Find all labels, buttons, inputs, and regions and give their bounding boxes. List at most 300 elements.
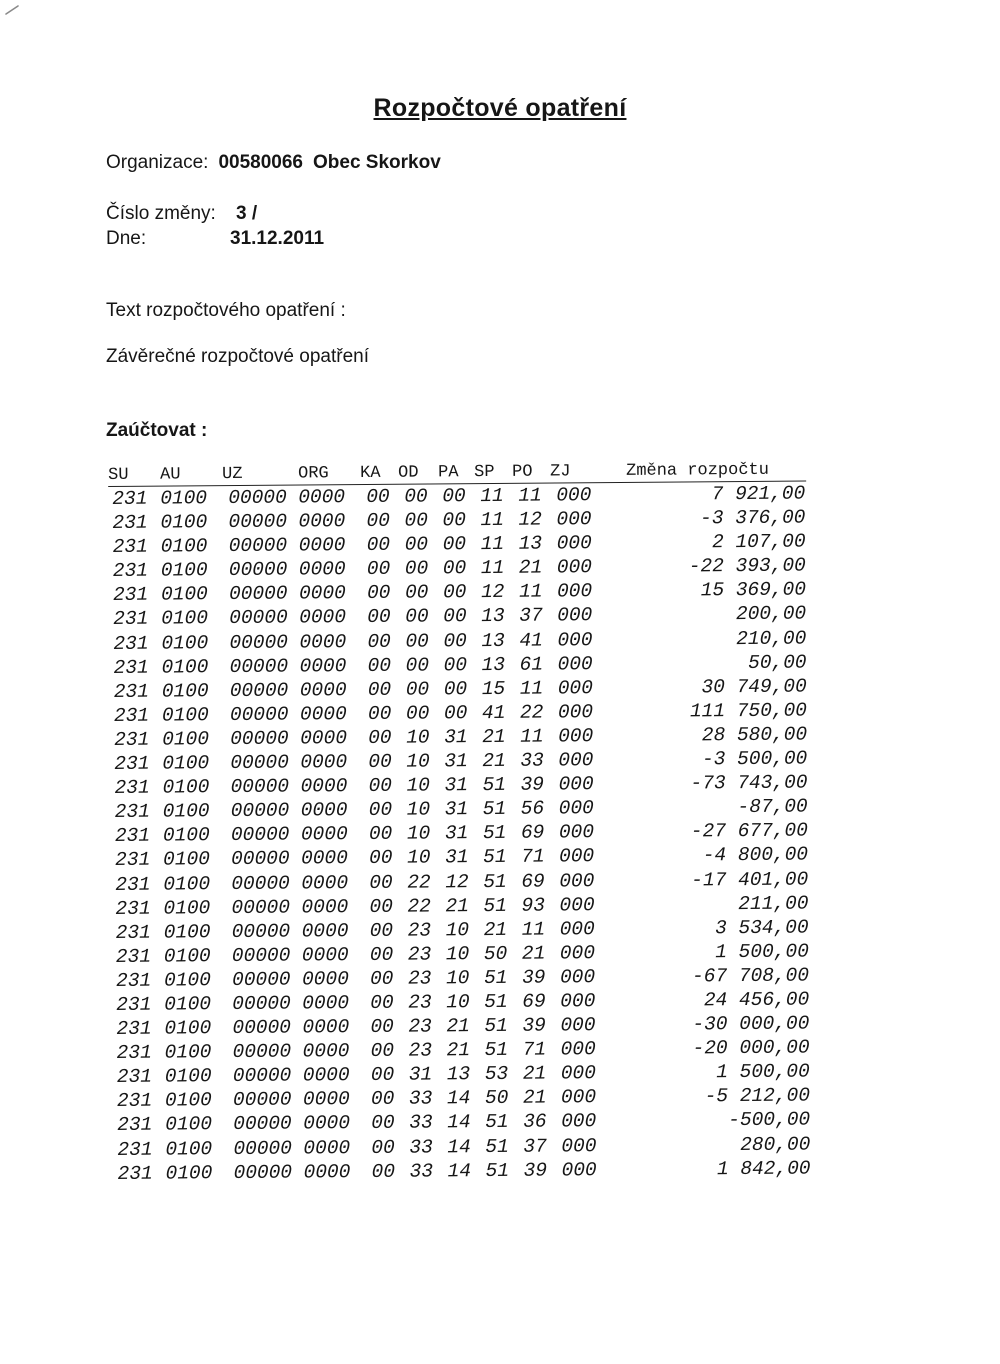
cell-sp: 13 xyxy=(481,653,506,676)
cell-org: 0000 xyxy=(300,727,348,750)
date-line xyxy=(106,228,325,250)
cell-au: 0100 xyxy=(163,896,211,920)
cell-pa: 21 xyxy=(446,1039,471,1062)
date-label: Dne: xyxy=(106,228,147,249)
cell-zj: 000 xyxy=(559,869,595,892)
cell-zj: 000 xyxy=(556,532,592,555)
table-body xyxy=(108,482,818,1186)
cell-budget-change: 15 369,00 xyxy=(700,578,807,602)
cell-au: 0100 xyxy=(161,704,209,727)
change-number-line xyxy=(106,203,258,225)
cell-po: 21 xyxy=(522,1062,547,1086)
cell-uz: 00000 xyxy=(233,1113,292,1136)
cell-ka: 00 xyxy=(370,991,394,1014)
cell-po: 22 xyxy=(519,701,544,724)
cell-po: 93 xyxy=(521,894,545,917)
cell-po: 41 xyxy=(519,629,543,652)
cell-su: 231 xyxy=(116,1065,153,1089)
cell-od: 23 xyxy=(407,919,432,942)
cell-su: 231 xyxy=(113,704,150,727)
cell-pa: 10 xyxy=(445,942,470,966)
cell-pa: 13 xyxy=(446,1063,471,1086)
cell-ka: 00 xyxy=(369,847,393,870)
cell-org: 0000 xyxy=(302,1088,350,1111)
cell-sp: 51 xyxy=(482,822,507,845)
cell-uz: 00000 xyxy=(233,1161,293,1184)
cell-pa: 12 xyxy=(445,870,469,893)
cell-ka: 00 xyxy=(367,702,392,725)
date-value: 31.12.2011 xyxy=(230,228,325,249)
cell-su: 231 xyxy=(116,1017,152,1041)
cell-uz: 00000 xyxy=(230,775,290,799)
cell-su: 231 xyxy=(115,969,152,992)
cell-uz: 00000 xyxy=(231,896,291,919)
cell-budget-change: 28 580,00 xyxy=(701,723,808,747)
cell-uz: 00000 xyxy=(230,823,290,847)
cell-od: 22 xyxy=(407,895,431,918)
cell-po: 37 xyxy=(519,605,543,628)
cell-ka: 00 xyxy=(367,678,392,701)
cell-su: 231 xyxy=(113,632,149,655)
cell-org: 0000 xyxy=(300,799,348,822)
cell-zj: 000 xyxy=(556,484,592,507)
cell-au: 0100 xyxy=(160,487,208,510)
cell-ka: 00 xyxy=(368,750,392,773)
cell-po: 71 xyxy=(521,845,545,869)
cell-od: 22 xyxy=(407,870,431,894)
cell-au: 0100 xyxy=(162,752,210,775)
measure-text-label: Text rozpočtového opatření : xyxy=(106,300,346,321)
cell-po: 69 xyxy=(522,990,546,1013)
cell-au: 0100 xyxy=(162,800,210,823)
cell-su: 231 xyxy=(117,1114,153,1137)
cell-zj: 000 xyxy=(556,556,593,579)
cell-sp: 41 xyxy=(481,701,506,724)
cell-org: 0000 xyxy=(298,534,346,557)
cell-uz: 00000 xyxy=(232,992,291,1016)
cell-zj: 000 xyxy=(557,604,593,627)
cell-zj: 000 xyxy=(561,1110,597,1133)
cell-zj: 000 xyxy=(557,628,593,652)
cell-ka: 00 xyxy=(366,533,391,557)
cell-zj: 000 xyxy=(558,725,594,748)
cell-ka: 00 xyxy=(370,1015,394,1039)
cell-ka: 00 xyxy=(366,509,390,533)
cell-ka: 00 xyxy=(367,606,391,629)
cell-pa: 00 xyxy=(443,653,468,677)
cell-sp: 51 xyxy=(484,990,508,1014)
cell-au: 0100 xyxy=(163,969,211,992)
cell-ka: 00 xyxy=(369,943,394,966)
cell-sp: 51 xyxy=(483,870,507,893)
cell-au: 0100 xyxy=(163,872,211,896)
cell-od: 00 xyxy=(404,533,429,556)
cell-sp: 51 xyxy=(483,966,508,989)
cell-pa: 00 xyxy=(442,581,467,604)
cell-pa: 00 xyxy=(443,629,467,652)
cell-sp: 11 xyxy=(480,484,504,508)
cell-org: 0000 xyxy=(299,606,347,629)
cell-su: 231 xyxy=(114,728,150,751)
cell-pa: 14 xyxy=(447,1159,472,1182)
cell-au: 0100 xyxy=(164,993,212,1016)
cell-uz: 00000 xyxy=(231,847,290,871)
cell-po: 69 xyxy=(520,821,545,845)
header-uz: UZ xyxy=(222,464,243,485)
header-zj: ZJ xyxy=(550,462,571,482)
cell-sp: 21 xyxy=(483,918,508,941)
cell-od: 00 xyxy=(405,630,429,653)
posting-table xyxy=(108,456,819,1186)
cell-od: 33 xyxy=(409,1111,433,1135)
cell-od: 23 xyxy=(408,1039,433,1062)
cell-ka: 00 xyxy=(368,774,393,798)
cell-od: 10 xyxy=(406,774,431,797)
cell-org: 0000 xyxy=(301,895,349,919)
cell-uz: 00000 xyxy=(230,727,289,750)
cell-au: 0100 xyxy=(161,655,209,679)
header-pa: PA xyxy=(438,463,459,483)
cell-au: 0100 xyxy=(164,1041,212,1064)
cell-budget-change: -4 800,00 xyxy=(702,843,809,867)
cell-ka: 00 xyxy=(366,485,390,508)
cell-po: 36 xyxy=(523,1111,547,1134)
cell-au: 0100 xyxy=(165,1161,213,1185)
cell-po: 39 xyxy=(520,773,545,796)
cell-sp: 51 xyxy=(484,1039,509,1062)
cell-zj: 000 xyxy=(558,773,594,796)
cell-uz: 00000 xyxy=(231,920,291,943)
cell-od: 10 xyxy=(406,726,430,749)
cell-zj: 000 xyxy=(559,966,596,989)
cell-od: 10 xyxy=(406,798,431,821)
cell-au: 0100 xyxy=(163,848,211,871)
cell-od: 23 xyxy=(407,967,432,990)
cell-po: 39 xyxy=(523,1159,548,1182)
cell-od: 00 xyxy=(405,605,429,629)
cell-sp: 11 xyxy=(480,508,504,532)
cell-su: 231 xyxy=(112,584,149,607)
cell-au: 0100 xyxy=(162,824,210,847)
cell-od: 00 xyxy=(404,581,429,605)
cell-sp: 50 xyxy=(483,942,508,965)
cell-budget-change: 200,00 xyxy=(735,602,807,626)
cell-org: 0000 xyxy=(298,510,346,533)
cell-ka: 00 xyxy=(370,1064,395,1087)
cell-org: 0000 xyxy=(301,847,349,870)
cell-org: 0000 xyxy=(300,775,348,798)
organization-name: Obec Skorkov xyxy=(313,152,441,173)
cell-od: 23 xyxy=(408,991,432,1014)
header-od: OD xyxy=(398,463,419,483)
cell-sp: 11 xyxy=(480,557,505,580)
cell-su: 231 xyxy=(114,776,150,800)
cell-ka: 00 xyxy=(368,823,393,846)
cell-zj: 000 xyxy=(559,917,595,941)
cell-au: 0100 xyxy=(164,1017,212,1040)
cell-od: 23 xyxy=(407,943,432,966)
cell-sp: 13 xyxy=(481,605,505,628)
cell-zj: 000 xyxy=(556,508,592,531)
cell-au: 0100 xyxy=(161,679,209,703)
cell-budget-change: 211,00 xyxy=(738,892,809,915)
cell-su: 231 xyxy=(112,487,148,510)
cell-au: 0100 xyxy=(161,607,209,631)
cell-od: 23 xyxy=(408,1015,432,1038)
cell-org: 0000 xyxy=(300,823,348,846)
cell-ka: 00 xyxy=(370,1088,395,1111)
cell-po: 12 xyxy=(518,508,542,531)
cell-zj: 000 xyxy=(561,1134,597,1157)
pen-stroke-mark xyxy=(4,2,44,16)
cell-sp: 12 xyxy=(480,581,505,604)
cell-pa: 10 xyxy=(445,967,470,990)
change-number-value: 3 / xyxy=(236,203,258,224)
cell-ka: 00 xyxy=(368,726,392,749)
cell-sp: 53 xyxy=(484,1063,509,1086)
cell-uz: 00000 xyxy=(229,655,289,678)
cell-pa: 31 xyxy=(444,726,468,749)
cell-od: 31 xyxy=(408,1063,433,1086)
cell-po: 21 xyxy=(518,556,543,580)
cell-sp: 51 xyxy=(483,846,507,869)
cell-zj: 000 xyxy=(557,676,593,700)
cell-au: 0100 xyxy=(160,511,208,534)
cell-au: 0100 xyxy=(160,583,208,606)
cell-ka: 00 xyxy=(368,798,393,822)
cell-po: 21 xyxy=(522,1086,547,1110)
cell-zj: 000 xyxy=(560,990,596,1013)
cell-sp: 51 xyxy=(485,1159,510,1182)
cell-od: 00 xyxy=(404,509,428,532)
cell-budget-change: 7 921,00 xyxy=(711,482,806,506)
cell-pa: 31 xyxy=(444,774,469,797)
cell-org: 0000 xyxy=(299,654,347,678)
cell-po: 13 xyxy=(518,532,543,555)
document-title: Rozpočtové opatření xyxy=(373,94,627,122)
cell-po: 11 xyxy=(519,677,544,700)
header-su: SU xyxy=(108,465,129,485)
cell-ka: 00 xyxy=(369,871,393,894)
header-budget-change: Změna rozpočtu xyxy=(626,460,769,481)
cell-zj: 000 xyxy=(556,580,593,603)
cell-ka: 00 xyxy=(371,1160,396,1183)
cell-pa: 14 xyxy=(447,1111,471,1134)
header-au: AU xyxy=(160,465,181,485)
cell-org: 0000 xyxy=(301,943,349,967)
cell-budget-change: 50,00 xyxy=(747,651,807,674)
cell-org: 0000 xyxy=(299,678,347,702)
cell-uz: 00000 xyxy=(229,703,289,726)
cell-uz: 00000 xyxy=(230,799,290,823)
cell-uz: 00000 xyxy=(228,534,288,558)
cell-au: 0100 xyxy=(164,1089,212,1112)
cell-od: 33 xyxy=(409,1160,434,1183)
cell-po: 71 xyxy=(522,1038,547,1061)
cell-org: 0000 xyxy=(298,582,346,605)
cell-zj: 000 xyxy=(561,1158,597,1182)
cell-ka: 00 xyxy=(371,1112,395,1135)
cell-su: 231 xyxy=(114,800,150,824)
cell-zj: 000 xyxy=(558,797,594,820)
cell-uz: 00000 xyxy=(232,1040,292,1064)
measure-text-value: Závěrečné rozpočtové opatření xyxy=(106,346,369,367)
cell-sp: 51 xyxy=(485,1111,509,1134)
cell-ka: 00 xyxy=(367,654,392,677)
cell-au: 0100 xyxy=(164,1065,212,1088)
cell-sp: 51 xyxy=(484,1014,508,1038)
cell-sp: 50 xyxy=(484,1087,509,1110)
cell-pa: 00 xyxy=(443,702,468,725)
cell-budget-change: -27 677,00 xyxy=(690,819,809,843)
table-row xyxy=(114,1157,819,1187)
cell-ka: 00 xyxy=(369,895,393,918)
cell-au: 0100 xyxy=(162,776,210,799)
cell-po: 37 xyxy=(523,1135,547,1158)
cell-pa: 31 xyxy=(444,798,469,821)
cell-su: 231 xyxy=(116,1041,152,1065)
cell-su: 231 xyxy=(112,511,148,535)
cell-pa: 00 xyxy=(442,485,466,508)
cell-uz: 00000 xyxy=(228,486,287,510)
cell-pa: 00 xyxy=(443,605,467,628)
cell-org: 0000 xyxy=(298,558,346,581)
cell-sp: 21 xyxy=(482,725,506,749)
organization-label: Organizace: xyxy=(106,152,209,173)
cell-sp: 51 xyxy=(485,1135,509,1158)
cell-ka: 00 xyxy=(369,967,394,990)
cell-uz: 00000 xyxy=(233,1137,292,1160)
cell-po: 39 xyxy=(521,966,546,989)
cell-org: 0000 xyxy=(303,1160,351,1184)
cell-budget-change: 210,00 xyxy=(736,627,807,650)
cell-su: 231 xyxy=(115,873,151,896)
cell-su: 231 xyxy=(115,849,151,872)
cell-zj: 000 xyxy=(559,893,595,917)
cell-budget-change: -500,00 xyxy=(728,1108,811,1132)
cell-zj: 000 xyxy=(558,749,594,772)
cell-pa: 00 xyxy=(442,533,467,556)
cell-ka: 00 xyxy=(366,582,391,605)
cell-po: 56 xyxy=(520,797,545,820)
cell-uz: 00000 xyxy=(228,558,288,582)
cell-budget-change: -17 401,00 xyxy=(691,868,809,891)
cell-ka: 00 xyxy=(370,1039,395,1063)
cell-po: 11 xyxy=(520,725,544,748)
cell-org: 0000 xyxy=(299,702,347,726)
cell-pa: 00 xyxy=(442,557,467,580)
cell-od: 10 xyxy=(407,846,431,870)
cell-su: 231 xyxy=(116,1090,153,1113)
cell-budget-change: 1 500,00 xyxy=(716,1060,810,1084)
header-ka: KA xyxy=(360,463,381,484)
cell-su: 231 xyxy=(115,921,151,944)
cell-budget-change: 1 500,00 xyxy=(715,940,809,964)
cell-zj: 000 xyxy=(560,1038,596,1061)
cell-po: 21 xyxy=(521,942,546,965)
cell-budget-change: -22 393,00 xyxy=(688,554,806,578)
cell-od: 10 xyxy=(406,822,431,845)
cell-od: 00 xyxy=(405,654,430,677)
cell-zj: 000 xyxy=(557,701,594,724)
cell-uz: 00000 xyxy=(229,631,289,654)
cell-uz: 00000 xyxy=(231,944,291,967)
cell-uz: 00000 xyxy=(231,872,290,895)
cell-org: 0000 xyxy=(299,630,347,654)
cell-zj: 000 xyxy=(560,1062,597,1085)
cell-uz: 00000 xyxy=(231,968,291,991)
cell-au: 0100 xyxy=(163,920,211,944)
cell-od: 00 xyxy=(404,557,429,580)
cell-ka: 00 xyxy=(367,630,391,653)
cell-po: 39 xyxy=(522,1014,546,1037)
cell-uz: 00000 xyxy=(232,1088,292,1112)
cell-au: 0100 xyxy=(160,559,208,582)
cell-uz: 00000 xyxy=(229,679,289,702)
cell-zj: 000 xyxy=(557,652,593,676)
cell-pa: 14 xyxy=(446,1087,471,1110)
cell-budget-change: 30 749,00 xyxy=(701,675,807,699)
cell-zj: 000 xyxy=(560,1086,597,1109)
cell-su: 231 xyxy=(113,608,149,631)
cell-po: 69 xyxy=(521,870,545,893)
cell-budget-change: -20 000,00 xyxy=(692,1036,810,1060)
cell-od: 00 xyxy=(404,485,428,508)
cell-su: 231 xyxy=(115,945,152,968)
cell-au: 0100 xyxy=(165,1137,213,1161)
cell-org: 0000 xyxy=(302,1016,350,1039)
cell-po: 33 xyxy=(520,749,544,772)
cell-su: 231 xyxy=(113,656,149,679)
cell-su: 231 xyxy=(117,1138,153,1161)
cell-budget-change: -67 708,00 xyxy=(691,964,810,988)
cell-au: 0100 xyxy=(162,728,210,751)
cell-pa: 14 xyxy=(447,1135,471,1158)
cell-po: 61 xyxy=(519,653,544,676)
cell-pa: 31 xyxy=(445,846,469,869)
cell-org: 0000 xyxy=(300,751,348,774)
cell-su: 231 xyxy=(112,535,148,559)
cell-pa: 21 xyxy=(445,894,469,917)
cell-org: 0000 xyxy=(301,871,349,894)
cell-org: 0000 xyxy=(302,1040,350,1063)
cell-su: 231 xyxy=(114,824,151,848)
cell-zj: 000 xyxy=(559,845,595,868)
cell-pa: 31 xyxy=(444,750,468,773)
cell-uz: 00000 xyxy=(230,751,289,775)
cell-su: 231 xyxy=(114,752,150,775)
cell-org: 0000 xyxy=(302,992,350,1015)
cell-org: 0000 xyxy=(303,1112,351,1135)
cell-uz: 00000 xyxy=(228,510,288,534)
cell-su: 231 xyxy=(113,680,149,703)
cell-od: 00 xyxy=(405,678,430,701)
header-sp: SP xyxy=(474,462,495,483)
change-number-label: Číslo změny: xyxy=(106,203,216,224)
cell-zj: 000 xyxy=(558,821,595,844)
cell-org: 0000 xyxy=(301,919,349,943)
cell-pa: 21 xyxy=(446,1015,470,1038)
cell-od: 10 xyxy=(406,750,430,773)
cell-sp: 51 xyxy=(483,894,507,917)
cell-uz: 00000 xyxy=(228,582,288,606)
cell-uz: 00000 xyxy=(229,607,288,630)
cell-sp: 11 xyxy=(480,533,505,556)
cell-zj: 000 xyxy=(560,1014,596,1037)
cell-po: 11 xyxy=(521,918,546,941)
cell-sp: 15 xyxy=(481,677,506,700)
cell-sp: 51 xyxy=(482,774,507,797)
